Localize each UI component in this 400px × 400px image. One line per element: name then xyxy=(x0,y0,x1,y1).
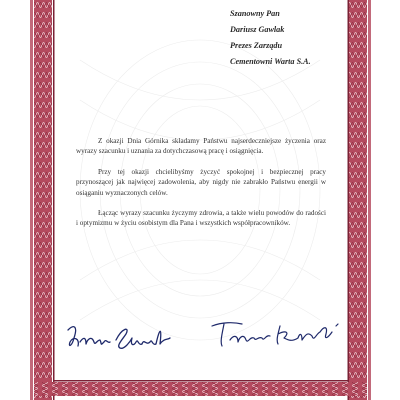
letter-body xyxy=(76,136,326,239)
recipient-company: Cementowni Warta S.A. xyxy=(230,57,311,66)
letter-paragraph-1: Z okazji Dnia Górnika składamy Państwu najserdeczniejsze życzenia oraz wyrazy szacunku i uznania za dotychczasową pracę i osiągnięcia. xyxy=(76,137,326,156)
recipient-block xyxy=(230,6,350,70)
recipient-title: Prezes Zarządu xyxy=(230,41,283,50)
signature-left xyxy=(64,316,184,360)
letter-paragraph-3: Łącząc wyrazy szacunku życzymy zdrowia, a także wielu powodów do radości i optymizmu w życiu osobistym dla Pana i wszystkich współpracowników. xyxy=(76,209,326,228)
signature-right xyxy=(208,312,348,356)
recipient-salutation: Szanowny Pan xyxy=(230,9,280,18)
recipient-name: Dariusz Gawlak xyxy=(230,25,285,34)
letter-paragraph-2: Przy tej okazji chcielibyśmy życzyć spokojnej i bezpiecznej pracy przynoszącej jak najwięcej zadowolenia, aby nigdy nie zabrakło Państwu energii w osiąganiu wyznaczonych celów. xyxy=(76,167,326,197)
